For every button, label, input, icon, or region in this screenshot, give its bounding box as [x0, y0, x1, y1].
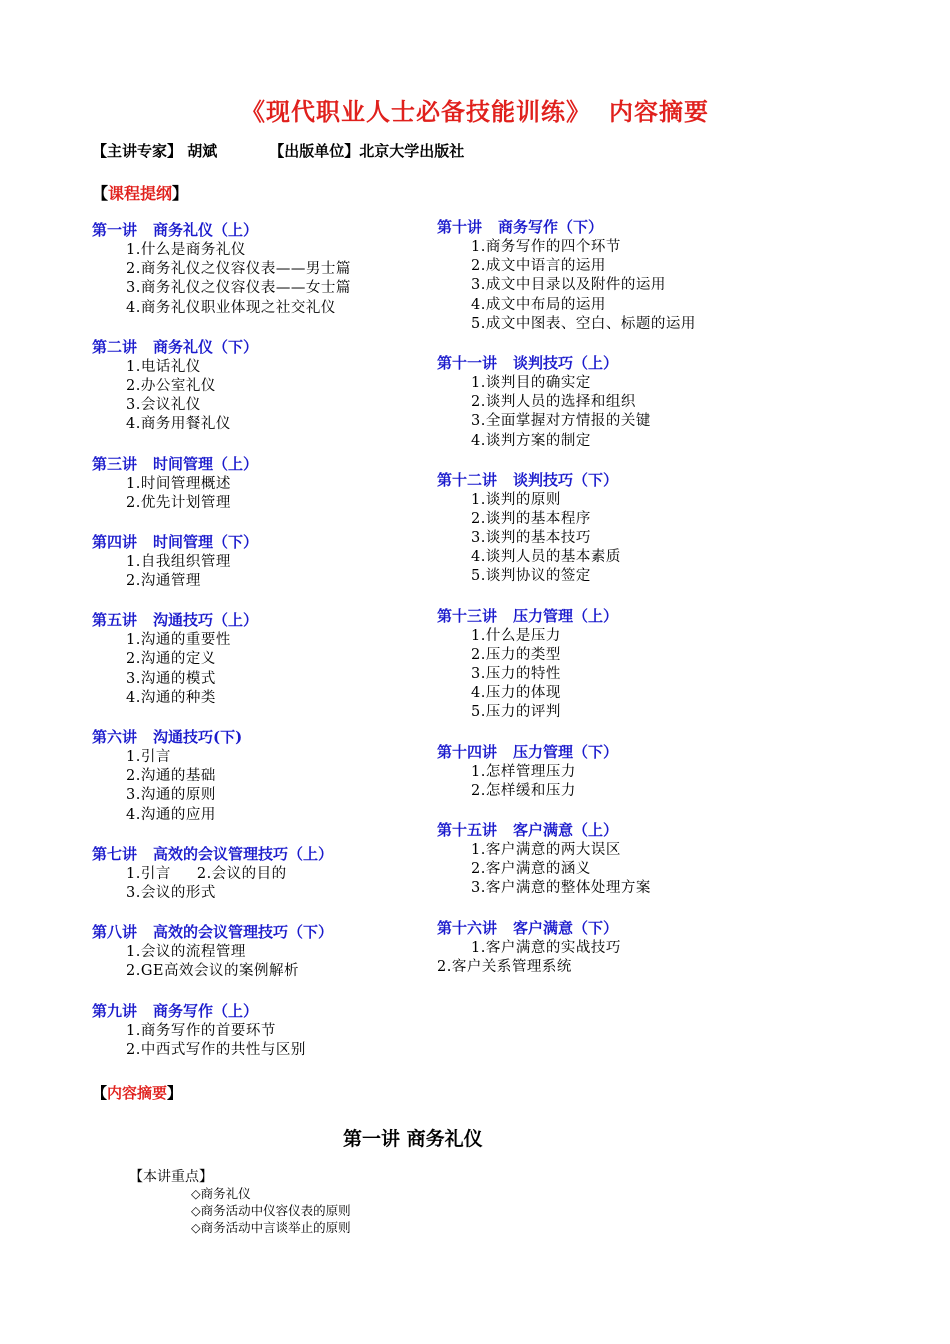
lecture-item: 3.成文中目录以及附件的运用: [471, 277, 666, 294]
lecture-item: 2.会议的目的: [196, 865, 287, 882]
lecture-title: [437, 606, 696, 627]
lecture-item: 4.沟通的应用: [126, 806, 216, 823]
lecture-name: 高效的会议管理技巧（上）: [153, 844, 334, 863]
publisher-info: 【出版单位】北京大学出版社: [269, 142, 465, 160]
outline-left-column: [92, 220, 351, 1079]
lecture-item-row: [92, 865, 351, 884]
lecture-item: 4.压力的体现: [471, 685, 561, 702]
lecture-item: 1.谈判的原则: [471, 491, 561, 508]
lecture-item: 1.自我组织管理: [126, 553, 231, 570]
outline-heading-label: 课程提纲: [108, 184, 173, 203]
lecture-item: 2.中西式写作的共性与区别: [126, 1041, 306, 1058]
lecture-item: 4.谈判方案的制定: [471, 432, 591, 449]
lecture-item: 2.压力的类型: [471, 646, 561, 663]
lecture-item: 2.优先计划管理: [126, 494, 231, 511]
lecture-item: 1.商务写作的四个环节: [471, 239, 621, 255]
lecture-block: [92, 337, 351, 435]
lecture-item: 2.成文中语言的运用: [471, 258, 606, 275]
lecture-title: [92, 454, 351, 475]
lecture-name: 沟通技巧(下): [153, 728, 243, 746]
lecture-item: 5.谈判协议的签定: [471, 568, 591, 585]
lecture-item: 1.引言: [126, 749, 171, 765]
lecture-block: [92, 727, 351, 825]
lecture-title: [437, 470, 696, 491]
lecture-number: 第九讲: [92, 1001, 138, 1020]
lecture-number: 第十讲: [437, 218, 483, 236]
lecture-name: 压力管理（下）: [513, 742, 619, 761]
lecture-title: [437, 217, 696, 238]
lecture-item: 2.沟通管理: [126, 573, 201, 590]
lecture-item: 3.全面掌握对方情报的关键: [471, 413, 651, 430]
lecture-name: 时间管理（上）: [153, 454, 259, 473]
outline-heading: [92, 181, 188, 204]
lecture-item: 2.沟通的定义: [126, 651, 216, 668]
lecture-block: [92, 844, 351, 903]
lecture-number: 第八讲: [92, 923, 138, 942]
lecture-item: 4.沟通的种类: [126, 689, 216, 706]
lecture-title: [437, 918, 696, 939]
lecture-item: 2.办公室礼仪: [126, 377, 216, 394]
focus-item: ◇商务活动中仪容仪表的原则: [191, 1203, 351, 1218]
lecture-title: [92, 610, 351, 631]
lecture-item: 2.商务礼仪之仪容仪表——男士篇: [126, 261, 351, 278]
lecture-block: [437, 918, 696, 977]
lecture-title: [92, 727, 351, 748]
lecture-item: 2.谈判人员的选择和组织: [471, 394, 636, 411]
lecture-title: [92, 337, 351, 358]
lecture-block: [92, 220, 351, 318]
lecture-item: 5.成文中图表、空白、标题的运用: [471, 315, 696, 332]
course-meta: [92, 140, 464, 161]
lecture-item: 3.会议的形式: [126, 884, 216, 901]
lecture-name: 高效的会议管理技巧（下）: [153, 923, 334, 942]
lecture-number: 第七讲: [92, 844, 138, 863]
focus-list: [191, 1185, 351, 1236]
lecture-block: [92, 1001, 351, 1060]
lecture-item: 4.成文中布局的运用: [471, 296, 606, 313]
lecture-number: 第十五讲: [437, 820, 498, 839]
lecture-title: [92, 532, 351, 553]
summary-heading: [92, 1082, 182, 1103]
lecture-name: 客户满意（上）: [513, 820, 619, 839]
lecture-number: 第十六讲: [437, 918, 498, 937]
lecture-item: 1.沟通的重要性: [126, 632, 231, 649]
lecture-number: 第六讲: [92, 728, 138, 746]
lecture-name: 商务礼仪（上）: [153, 221, 259, 239]
lecture-number: 第十四讲: [437, 742, 498, 761]
lecture-item: 1.电话礼仪: [126, 358, 201, 375]
lecture-item: 3.沟通的模式: [126, 670, 216, 687]
lecture-item: 2.谈判的基本程序: [471, 510, 591, 527]
lecture-name: 压力管理（上）: [513, 606, 619, 625]
lecture-number: 第十三讲: [437, 606, 498, 625]
lecture-block: [437, 606, 696, 723]
lecture-item: 1.商务写作的首要环节: [126, 1022, 276, 1039]
lecture-block: [437, 742, 696, 801]
lecture-block: [437, 353, 696, 451]
lecture-name: 商务礼仪（下）: [153, 337, 259, 356]
lecture-name: 沟通技巧（上）: [153, 611, 259, 630]
lecture-name: 商务写作（上）: [153, 1001, 259, 1020]
lecture-number: 第五讲: [92, 611, 138, 630]
lecture-item: 1.客户满意的两大误区: [471, 841, 621, 858]
lecture-block: [92, 532, 351, 591]
lecture-name: 谈判技巧（上）: [513, 353, 619, 372]
lecture-block: [92, 610, 351, 708]
lecture-number: 第十二讲: [437, 470, 498, 489]
lecture-item: 3.沟通的原则: [126, 787, 216, 804]
lecture-item: 2.GE高效会议的案例解析: [126, 963, 300, 980]
lecture-name: 商务写作（下）: [498, 218, 604, 236]
lecture-name: 客户满意（下）: [513, 918, 619, 937]
lecture-item: 3.商务礼仪之仪容仪表——女士篇: [126, 280, 351, 297]
lecture-item: 1.谈判目的确实定: [471, 374, 591, 391]
lecture-number: 第三讲: [92, 454, 138, 473]
lecture-item: 1.会议的流程管理: [126, 944, 246, 961]
lecture-number: 第二讲: [92, 337, 138, 356]
expert-info: 【主讲专家】 胡斌: [92, 142, 218, 160]
lecture-number: 第四讲: [92, 532, 138, 551]
lecture-number: 第十一讲: [437, 353, 498, 372]
lecture-name: 时间管理（下）: [153, 532, 259, 551]
lecture-item: 3.会议礼仪: [126, 397, 201, 414]
lecture-item: 1.怎样管理压力: [471, 763, 576, 780]
content-lecture-title: 第一讲 商务礼仪: [343, 1128, 483, 1150]
lecture-title: [437, 742, 696, 763]
outline-heading-close: 】: [172, 184, 189, 203]
lecture-item: 4.谈判人员的基本素质: [471, 549, 621, 566]
lecture-item: 5.压力的评判: [471, 704, 561, 721]
summary-heading-close: 】: [167, 1084, 183, 1102]
lecture-item: 2.怎样缓和压力: [471, 782, 576, 799]
lecture-name: 谈判技巧（下）: [513, 470, 619, 489]
document-title-suffix: 内容摘要: [609, 97, 709, 126]
lecture-item: 1.什么是商务礼仪: [126, 242, 246, 258]
lecture-title: [437, 820, 696, 841]
document-title-main: 《现代职业人士必备技能训练》: [241, 97, 591, 126]
summary-heading-label: 内容摘要: [107, 1084, 168, 1102]
focus-label: 【本讲重点】: [129, 1169, 213, 1185]
lecture-item: 2.客户关系管理系统: [437, 958, 572, 975]
lecture-number: 第一讲: [92, 221, 138, 239]
document-title: [0, 92, 950, 127]
lecture-title: [437, 353, 696, 374]
outline-right-column: [437, 217, 696, 996]
lecture-item: 1.引言: [126, 865, 171, 882]
lecture-title: [92, 844, 351, 865]
lecture-item: 2.沟通的基础: [126, 768, 216, 785]
lecture-item: 3.谈判的基本技巧: [471, 530, 591, 547]
lecture-block: [92, 454, 351, 513]
lecture-item: 3.压力的特性: [471, 666, 561, 682]
lecture-item: 1.客户满意的实战技巧: [471, 939, 621, 956]
focus-item: ◇商务礼仪: [191, 1186, 251, 1201]
lecture-item: 4.商务用餐礼仪: [126, 416, 231, 433]
lecture-title: [92, 922, 351, 943]
lecture-item: 2.客户满意的涵义: [471, 861, 591, 878]
summary-heading-open: 【: [92, 1084, 108, 1102]
lecture-item: 1.时间管理概述: [126, 475, 231, 492]
lecture-block: [437, 470, 696, 587]
lecture-item: 4.商务礼仪职业体现之社交礼仪: [126, 299, 336, 316]
lecture-block: [437, 217, 696, 334]
outline-heading-open: 【: [92, 184, 109, 203]
focus-item: ◇商务活动中言谈举止的原则: [191, 1220, 351, 1235]
lecture-item: 3.客户满意的整体处理方案: [471, 880, 651, 897]
lecture-block: [92, 922, 351, 981]
lecture-block: [437, 820, 696, 899]
lecture-title: [92, 220, 351, 241]
lecture-item: 1.什么是压力: [471, 627, 561, 644]
lecture-title: [92, 1001, 351, 1022]
